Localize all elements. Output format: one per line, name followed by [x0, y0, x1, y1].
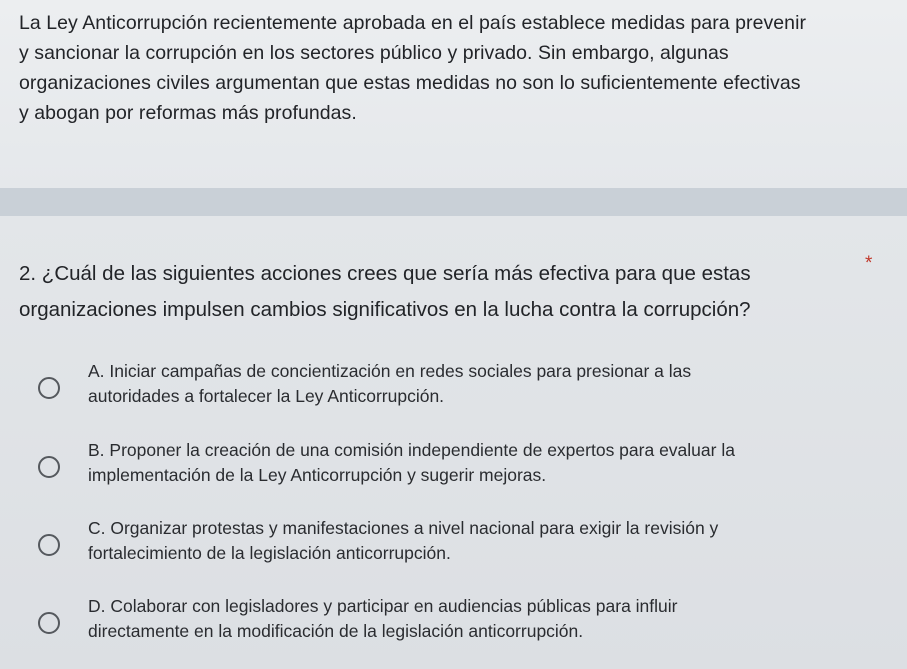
context-line: y sancionar la corrupción en los sectores público y privado. Sin embargo, algunas [19, 42, 729, 64]
option-b[interactable] [38, 438, 878, 502]
context-line: La Ley Anticorrupción recientemente aprobada en el país establece medidas para prevenir [19, 12, 807, 34]
option-label [88, 516, 868, 566]
context-card [0, 0, 907, 188]
context-line: organizaciones civiles argumentan que estas medidas no son lo suficientemente efectivas [19, 72, 801, 94]
option-text-line: implementación de la Ley Anticorrupción y sugerir mejoras. [88, 465, 547, 485]
radio-button-b[interactable] [38, 456, 60, 478]
section-divider [0, 188, 907, 216]
option-d[interactable] [38, 594, 878, 658]
context-paragraph [19, 8, 899, 128]
radio-button-a[interactable] [38, 377, 60, 399]
question-line: 2. ¿Cuál de las siguientes acciones crees que sería más efectiva para que estas [19, 262, 751, 285]
radio-button-c[interactable] [38, 534, 60, 556]
question-line: organizaciones impulsen cambios significativos en la lucha contra la corrupción? [19, 298, 751, 321]
required-asterisk: * [865, 253, 873, 274]
radio-button-d[interactable] [38, 612, 60, 634]
option-text-line: fortalecimiento de la legislación anticorrupción. [88, 543, 451, 563]
option-text-line: autoridades a fortalecer la Ley Anticorrupción. [88, 386, 445, 406]
option-label [88, 438, 868, 488]
question-title [19, 256, 879, 328]
option-a[interactable] [38, 359, 878, 423]
option-text-line: A. Iniciar campañas de concientización en redes sociales para presionar a las [88, 361, 692, 381]
option-text-line: directamente en la modificación de la legislación anticorrupción. [88, 621, 584, 641]
context-line: y abogan por reformas más profundas. [19, 102, 357, 124]
option-text-line: B. Proponer la creación de una comisión independiente de expertos para evaluar la [88, 440, 735, 460]
option-label [88, 359, 868, 409]
option-text-line: D. Colaborar con legisladores y participar en audiencias públicas para influir [88, 596, 678, 616]
option-text-line: C. Organizar protestas y manifestaciones a nivel nacional para exigir la revisión y [88, 518, 719, 538]
option-label [88, 594, 868, 644]
option-c[interactable] [38, 516, 878, 580]
